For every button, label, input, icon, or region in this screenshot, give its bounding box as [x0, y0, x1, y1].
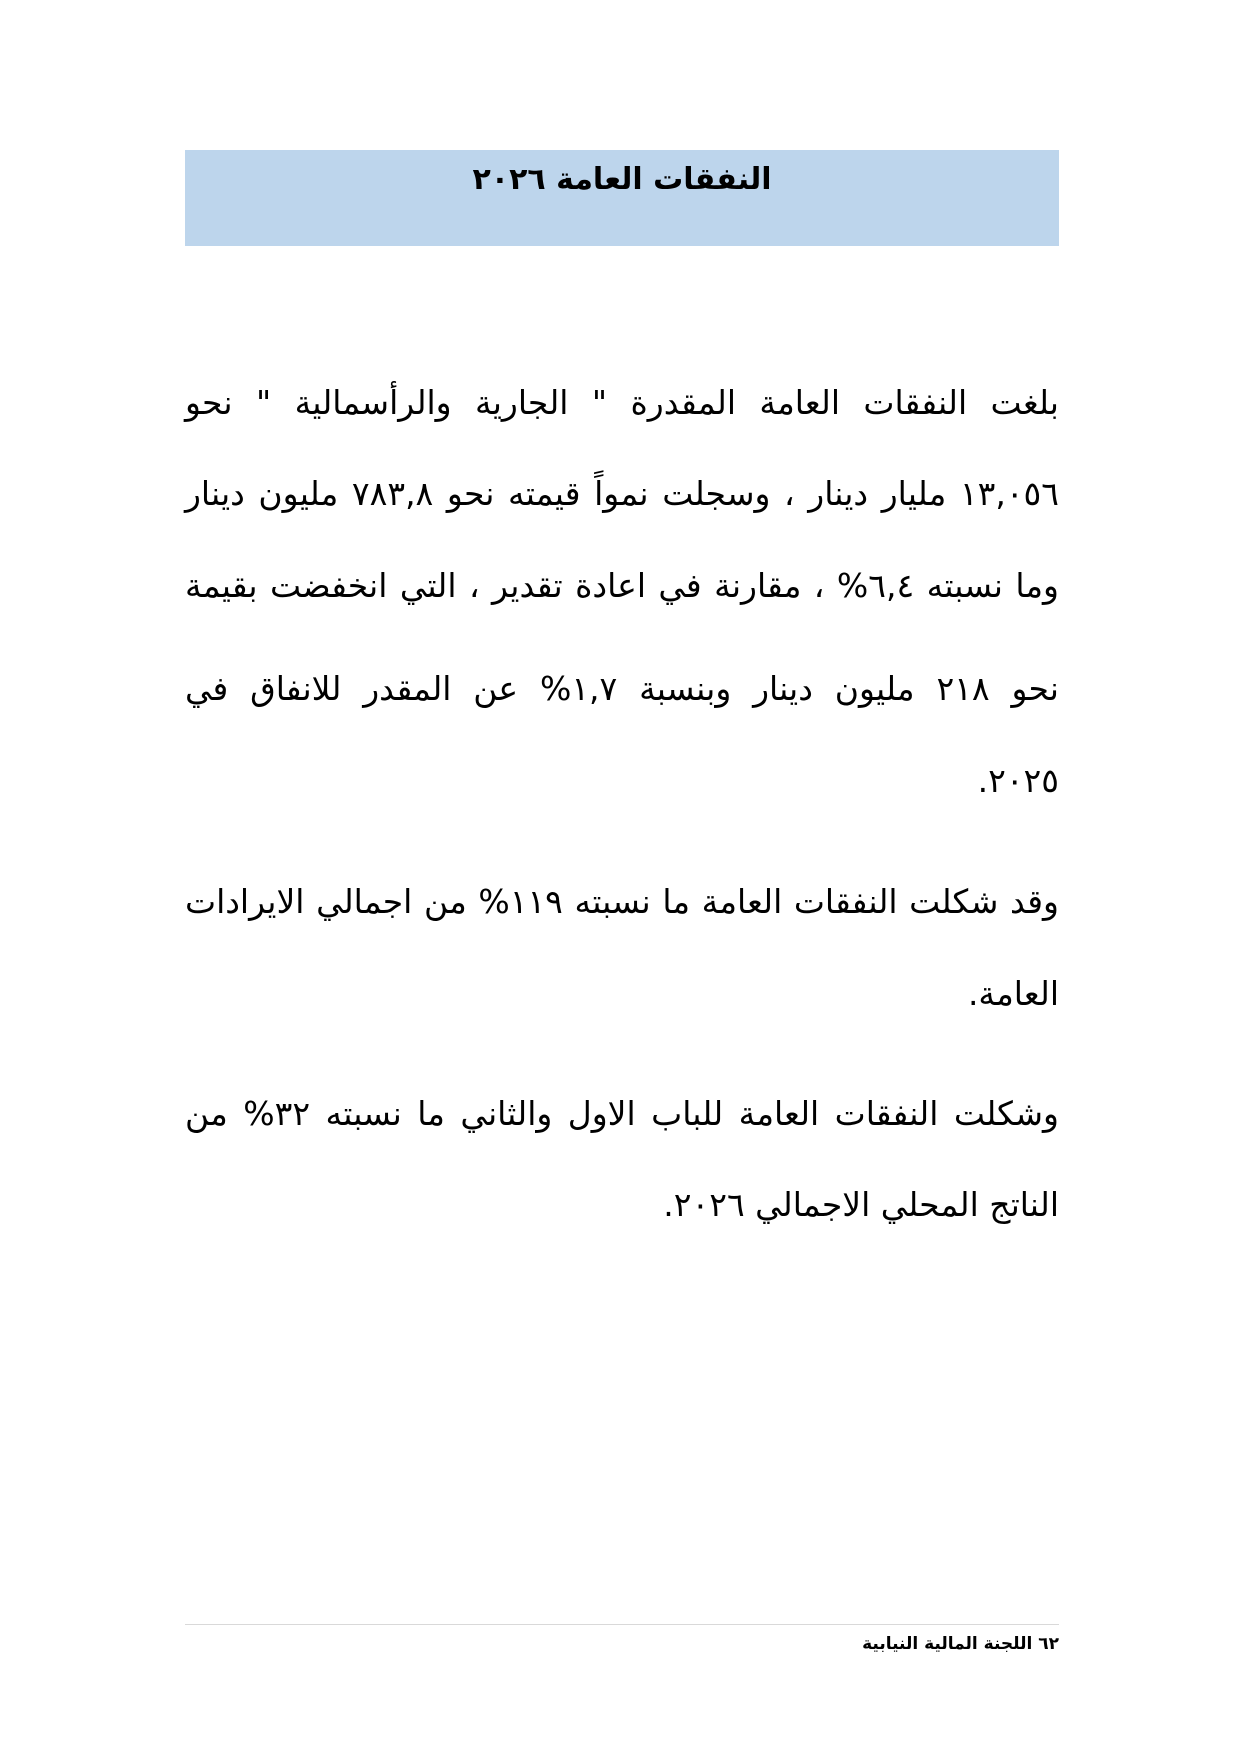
paragraph-1-line-4: نحو ٢١٨ مليون دينار وبنسبة ١,٧% عن المقدر للانفاق في [185, 669, 1059, 708]
paragraph-3-line-1: وشكلت النفقات العامة للباب الاول والثاني ما نسبته ٣٢% من [185, 1094, 1059, 1133]
page-footer: ٦٢ اللجنة المالية النيابية [862, 1634, 1059, 1654]
paragraph-1-line-5: ٢٠٢٥. [977, 761, 1059, 800]
paragraph-2-line-1: وقد شكلت النفقات العامة ما نسبته ١١٩% من اجمالي الايرادات [185, 882, 1059, 921]
title-banner [185, 150, 1059, 246]
page-title: النفقات العامة ٢٠٢٦ [472, 162, 772, 197]
paragraph-3-line-2: الناتج المحلي الاجمالي ٢٠٢٦. [663, 1185, 1059, 1224]
paragraph-1-line-1: بلغت النفقات العامة المقدرة " الجارية والرأسمالية " نحو [185, 383, 1059, 422]
paragraph-1-line-3: وما نسبته ٦,٤% ، مقارنة في اعادة تقدير ، التي انخفضت بقيمة [185, 566, 1059, 605]
footer-divider [185, 1624, 1059, 1625]
paragraph-2-line-2: العامة. [967, 974, 1059, 1013]
paragraph-1-line-2: ١٣,٠٥٦ مليار دينار ، وسجلت نمواً قيمته نحو ٧٨٣,٨ مليون دينار [185, 474, 1059, 513]
